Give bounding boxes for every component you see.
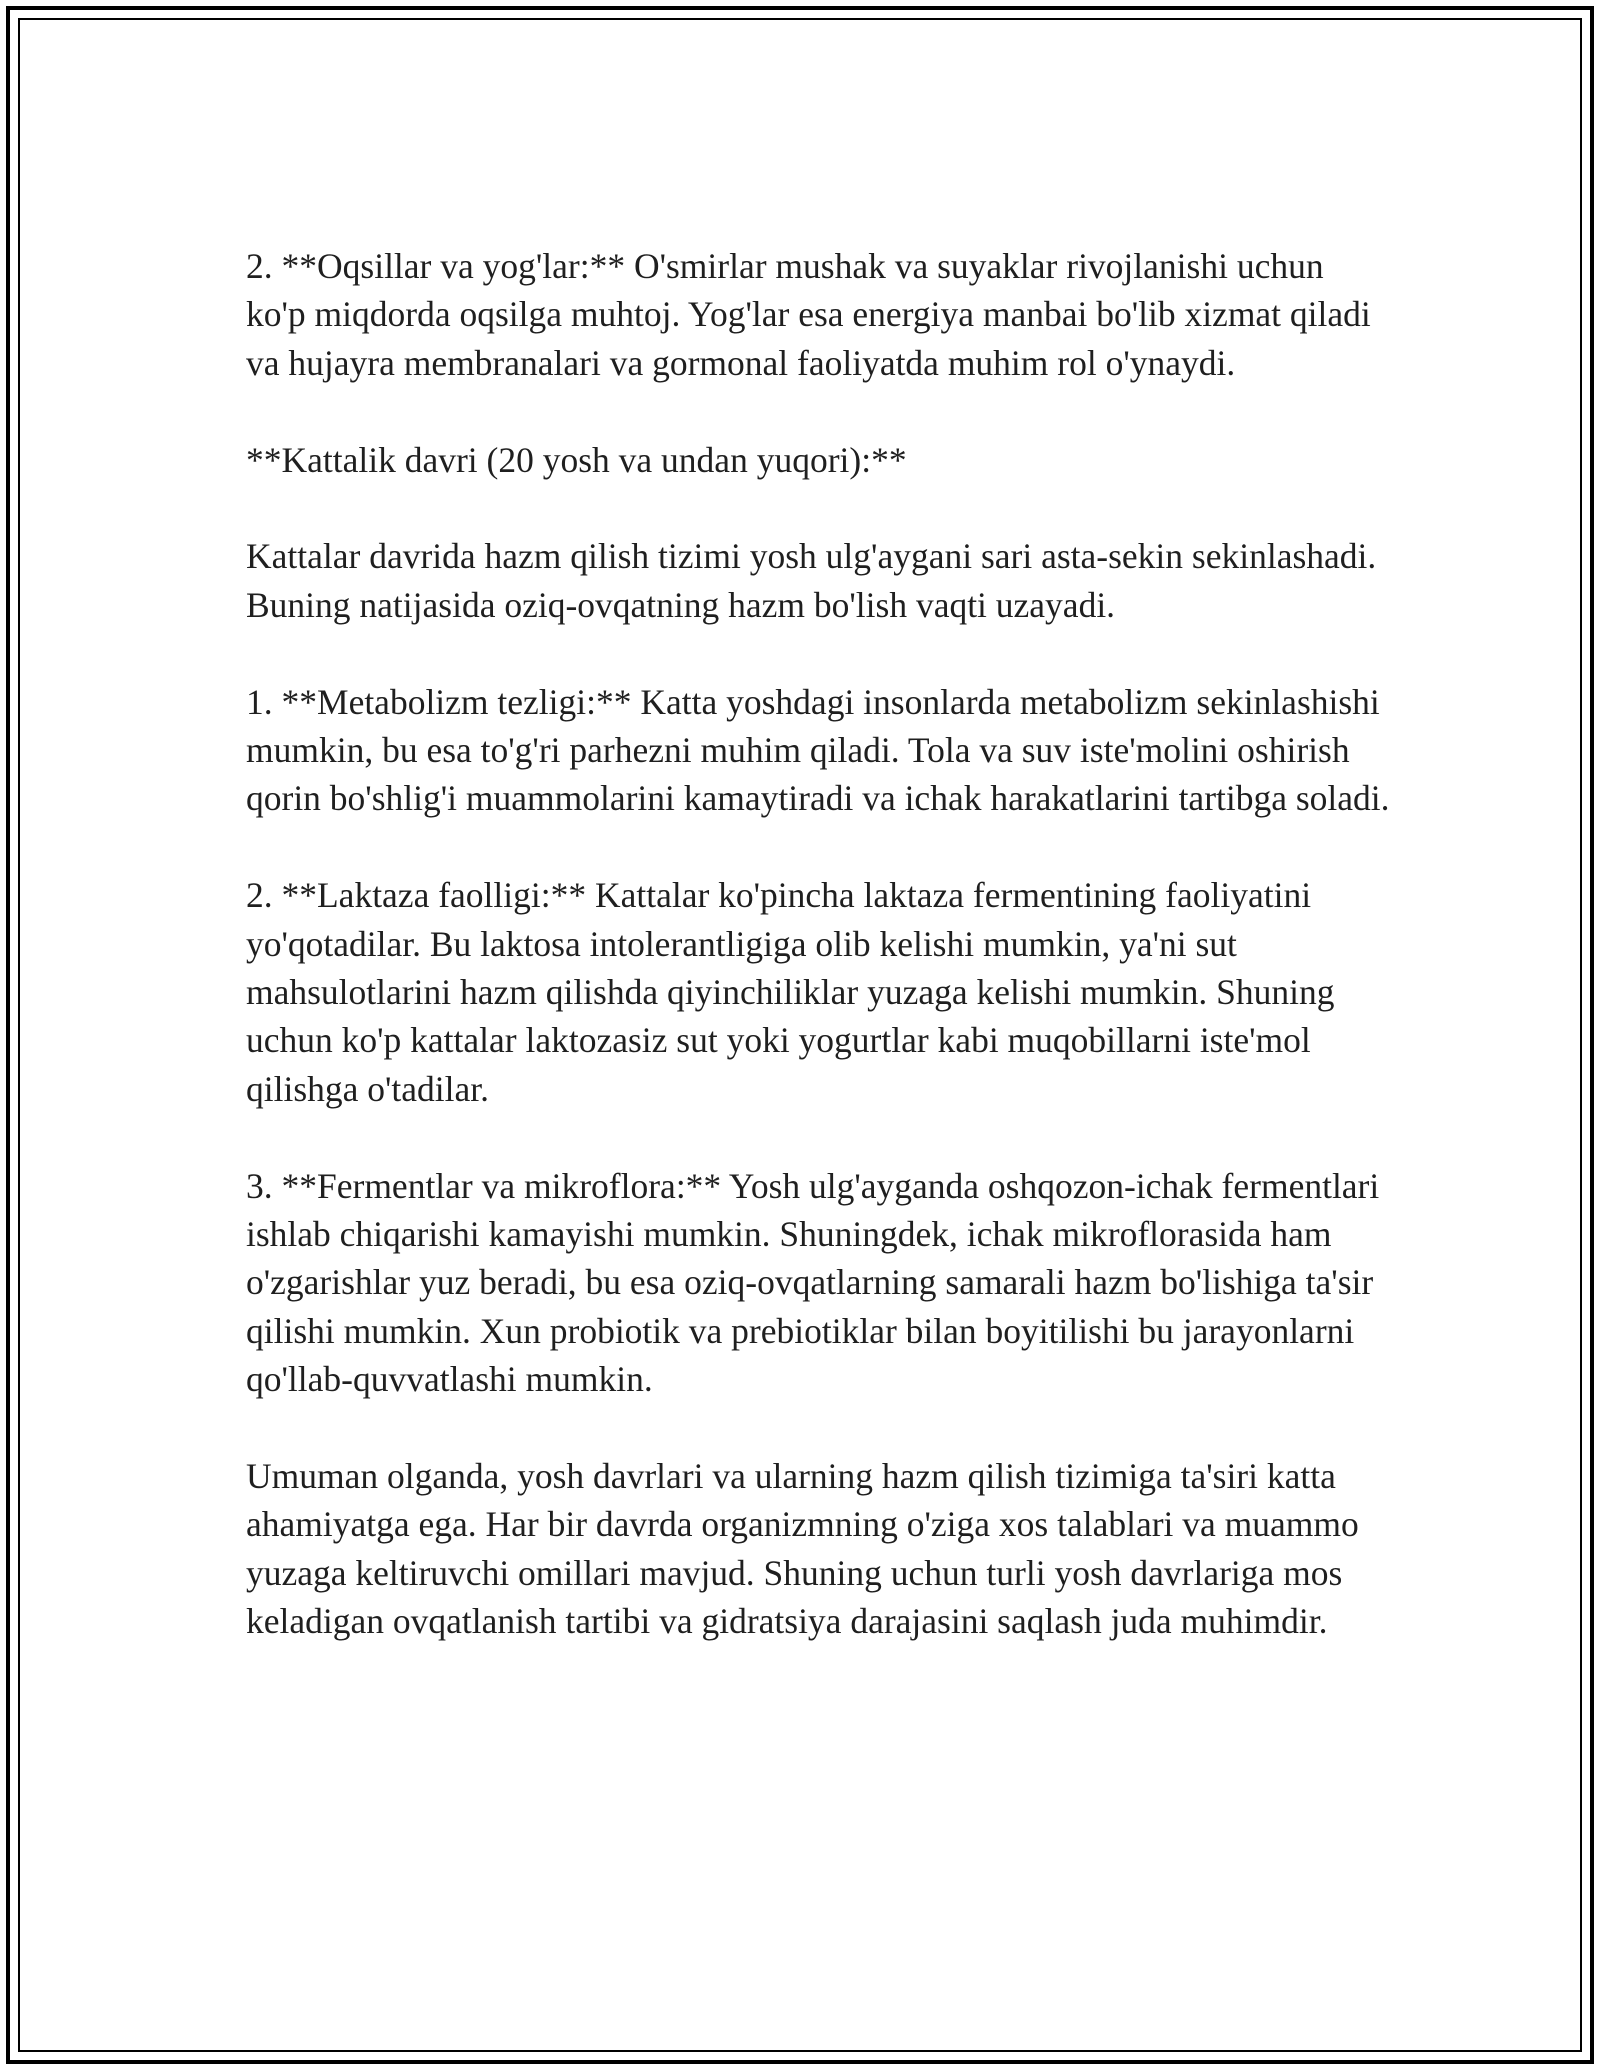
paragraph-laktaza: 2. **Laktaza faolligi:** Kattalar ko'pincha laktaza fermentining faoliyatini yo'qotadilar. Bu laktosa intolerantligiga olib kelishi mumkin, ya'ni sut mahsulotlarini hazm qilishda qiyinchiliklar yuzaga kelishi mumkin. Shuning uchun ko'p kattalar laktozasiz sut yoki yogurtlar kabi muqobillarni iste'mol qilishga o'tadilar. xyxy=(246,875,1335,1109)
paragraph-oqsillar: 2. **Oqsillar va yog'lar:** O'smirlar mushak va suyaklar rivojlanishi uchun ko'p miqdorda oqsilga muhtoj. Yog'lar esa energiya manbai bo'lib xizmat qiladi va hujayra membranalari va gormonal faoliyatda muhim rol o'ynaydi. xyxy=(246,246,1371,383)
paragraph-metabolizm: 1. **Metabolizm tezligi:** Katta yoshdagi insonlarda metabolizm sekinlashishi mumkin, bu esa to'g'ri parhezni muhim qiladi. Tola va suv iste'molini oshirish qorin bo'shlig'i muammolarini kamaytiradi va ichak harakatlarini tartibga soladi. xyxy=(246,681,1390,819)
paragraph-fermentlar: 3. **Fermentlar va mikroflora:** Yosh ulg'ayganda oshqozon-ichak fermentlari ishlab chiqarishi kamayishi mumkin. Shuningdek, ichak mikroflorasida ham o'zgarishlar yuz beradi, bu esa oziq-ovqatlarning samarali hazm bo'lishiga ta'sir qilishi mumkin. Xun probiotik va prebiotiklar bilan boyitilishi bu jarayonlarni qo'llab-quvvatlashi mumkin. xyxy=(246,1165,1380,1400)
page-frame xyxy=(6,6,1594,2064)
heading-kattalik-davri: **Kattalik davri (20 yosh va undan yuqori):** xyxy=(246,439,907,480)
paragraph-xulosa: Umuman olganda, yosh davrlari va ularning hazm qilish tizimiga ta'siri katta ahamiyatga ega. Har bir davrda organizmning o'ziga xos talablari va muammo yuzaga keltiruvchi omillari mavjud. Shuning uchun turli yosh davrlariga mos keladigan ovqatlanish tartibi va gidratsiya darajasini saqlash juda muhimdir. xyxy=(246,1456,1359,1642)
document-body xyxy=(246,242,1391,1694)
paragraph-kattalar-davrida: Kattalar davrida hazm qilish tizimi yosh ulg'aygani sari asta-sekin sekinlashadi. Buning natijasida oziq-ovqatning hazm bo'lish vaqti uzayadi. xyxy=(246,536,1377,625)
